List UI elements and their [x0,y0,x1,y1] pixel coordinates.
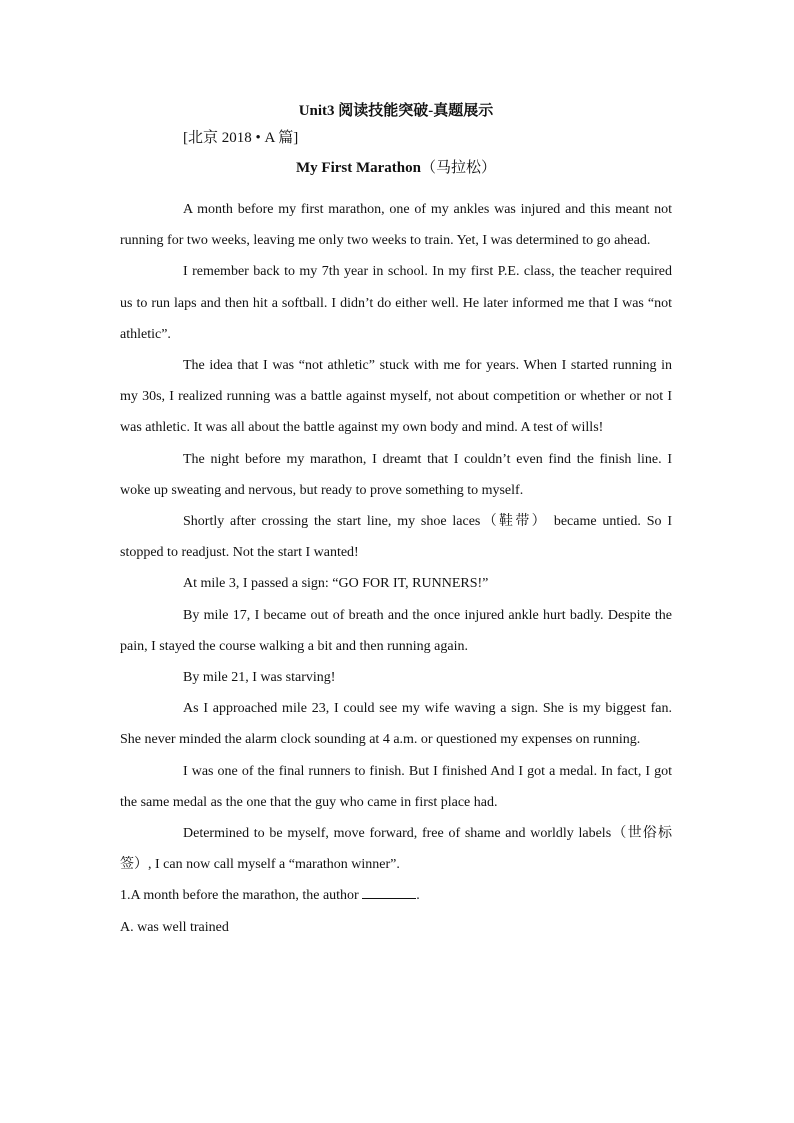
passage-paragraph-10: I was one of the final runners to finish. But I finished And I got a medal. In fact, I got the same medal as the one that the guy who came in first place had. [120,763,672,810]
exam-source: [北京 2018 • A 篇] [183,130,299,146]
question-1-option-a: A. was well trained [120,919,229,935]
passage-paragraph-11: Determined to be myself, move forward, free of shame and worldly labels（世俗标签）, I can now call myself a “marathon winner”. [120,826,672,873]
passage-paragraph-8: By mile 21, I was starving! [183,670,336,686]
unit-title: Unit3 阅读技能突破-真题展示 [298,103,494,119]
passage-title-en: My First Marathon [296,160,421,176]
answer-blank [362,884,416,899]
passage-paragraph-4: The night before my marathon, I dreamt that I couldn’t even find the finish line. I woke up sweating and nervous, but ready to prove something to myself. [120,451,672,498]
passage-paragraph-6: At mile 3, I passed a sign: “GO FOR IT, RUNNERS!” [183,576,489,592]
question-1: 1.A month before the marathon, the author . [120,880,672,911]
passage-paragraph-3: The idea that I was “not athletic” stuck with me for years. When I started running in my 30s, I realized running was a battle against myself, not about competition or whether or not I was athletic. It was all about the battle against my own body and mind. A test of wills! [120,358,672,436]
passage-paragraph-1: A month before my first marathon, one of my ankles was injured and this meant not running for two weeks, leaving me only two weeks to train. Yet, I was determined to go ahead. [120,202,672,249]
passage-paragraph-9: As I approached mile 23, I could see my wife waving a sign. She is my biggest fan. She never minded the alarm clock sounding at 4 a.m. or questioned my expenses on running. [120,701,672,748]
question-1-stem: 1.A month before the marathon, the author [120,888,359,904]
passage-title-cn: （马拉松） [420,160,496,176]
passage-title [120,156,672,194]
passage-paragraph-2: I remember back to my 7th year in school. In my first P.E. class, the teacher required us to run laps and then hit a softball. I didn’t do either well. He later informed me that I was “not athletic”. [120,264,672,342]
passage-paragraph-7: By mile 17, I became out of breath and the once injured ankle hurt badly. Despite the pain, I stayed the course walking a bit and then running again. [120,607,672,654]
passage-paragraph-5: Shortly after crossing the start line, my shoe laces（鞋带） became untied. So I stopped to readjust. Not the start I wanted! [120,514,672,561]
document-content [120,99,672,943]
